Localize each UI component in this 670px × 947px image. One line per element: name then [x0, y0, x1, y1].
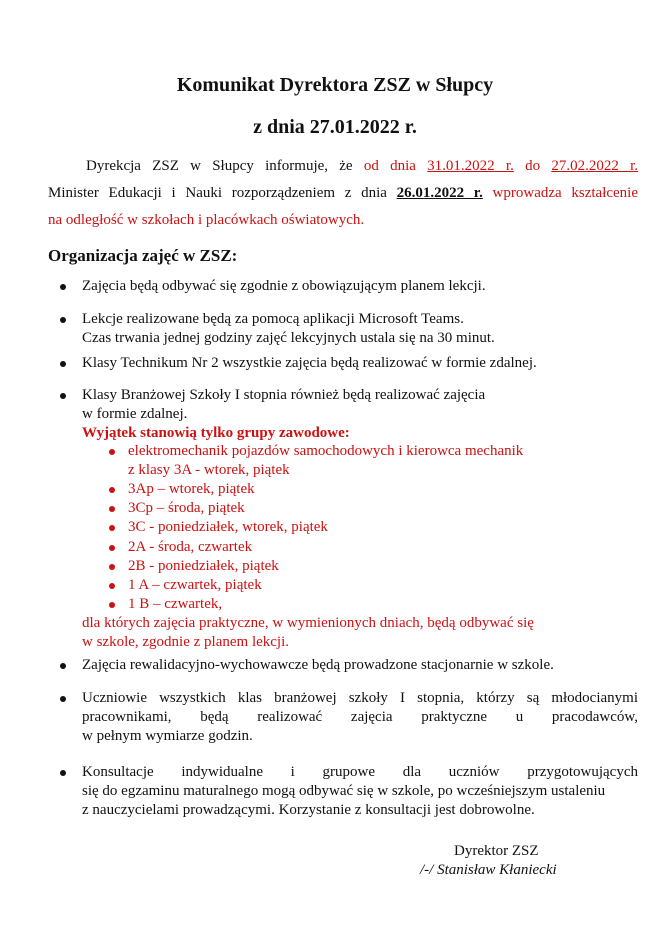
bullet-dot [60, 284, 66, 290]
bullet-line: Uczniowie wszystkich klas branżowej szkoły I stopnia, którzy są młodocianymi [82, 690, 638, 706]
bullet-item-teams [82, 310, 638, 348]
bullet-dot [60, 663, 66, 669]
exception-title: Wyjątek stanowią tylko grupy zawodowe: [82, 425, 350, 441]
red-bullet-dot [109, 545, 115, 551]
document-title: Komunikat Dyrektora ZSZ w Słupcy [176, 74, 494, 96]
group-item: 1 B – czwartek, [128, 596, 223, 612]
bullet-dot [60, 393, 66, 399]
bullet-dot [60, 317, 66, 323]
group-item: elektromechanik pojazdów samochodowych i kierowca mechanik [128, 443, 524, 459]
red-bullet-dot [109, 564, 115, 570]
bullet-line: pracownikami, będą realizować zajęcia praktyczne u pracodawców, [82, 709, 638, 725]
bullet-item-schedule: Zajęcia będą odbywać się zgodnie z obowiązującym planem lekcji. [82, 278, 486, 294]
intro-line-3: na odległość w szkołach i placówkach oświatowych. [48, 212, 365, 228]
signature-name: /-/ Stanisław Kłaniecki [420, 862, 557, 878]
intro-line-2: Minister Edukacji i Nauki rozporządzeniem z dnia 26.01.2022 r. wprowadza kształcenie [48, 185, 638, 201]
exception-note [82, 614, 534, 652]
bullet-line: w pełnym wymiarze godzin. [82, 728, 253, 744]
bullet-item-rewalidacja: Zajęcia rewalidacyjno-wychowawcze będą prowadzone stacjonarnie w szkole. [82, 657, 554, 673]
bullet-dot [60, 361, 66, 367]
red-bullet-dot [109, 602, 115, 608]
bullet-line: z nauczycielami prowadzącymi. Korzystanie z konsultacji jest dobrowolne. [82, 802, 535, 818]
bullet-line: Konsultacje indywidualne i grupowe dla uczniów przygotowujących [82, 764, 638, 780]
exception-note-line: dla których zajęcia praktyczne, w wymienionych dniach, będą odbywać się [82, 615, 534, 631]
group-item: 3Ap – wtorek, piątek [128, 481, 255, 497]
bullet-line: Czas trwania jednej godziny zajęć lekcyjnych ustala się na 30 minut. [82, 330, 495, 346]
group-item: 2B - poniedziałek, piątek [128, 558, 279, 574]
red-bullet-dot [109, 506, 115, 512]
red-bullet-dot [109, 583, 115, 589]
group-item: 3C - poniedziałek, wtorek, piątek [128, 519, 328, 535]
bullet-item-technikum: Klasy Technikum Nr 2 wszystkie zajęcia będą realizować w formie zdalnej. [82, 355, 537, 371]
bullet-line: Lekcje realizowane będą za pomocą aplikacji Microsoft Teams. [82, 311, 464, 327]
bullet-item-konsultacje [82, 763, 638, 820]
bullet-item-branzowa [82, 386, 638, 424]
bullet-dot [60, 770, 66, 776]
group-item-continuation: z klasy 3A - wtorek, piątek [128, 462, 290, 478]
red-bullet-dot [109, 449, 115, 455]
intro-line-1: Dyrekcja ZSZ w Słupcy informuje, że od dnia 31.01.2022 r. do 27.02.2022 r. [86, 158, 639, 174]
bullet-dot [60, 696, 66, 702]
group-item: 3Cp – środa, piątek [128, 500, 245, 516]
document-date: z dnia 27.01.2022 r. [253, 116, 417, 138]
red-bullet-dot [109, 525, 115, 531]
group-item: 1 A – czwartek, piątek [128, 577, 262, 593]
bullet-line: się do egzaminu maturalnego mogą odbywać się w szkole, po wcześniejszym ustaleniu [82, 783, 606, 799]
bullet-line: Klasy Branżowej Szkoły I stopnia również będą realizować zajęcia [82, 387, 486, 403]
red-bullet-dot [109, 487, 115, 493]
group-item: 2A - środa, czwartek [128, 539, 253, 555]
signature-role: Dyrektor ZSZ [454, 843, 539, 859]
bullet-item-mlodociani [82, 689, 638, 746]
bullet-line: w formie zdalnej. [82, 406, 188, 422]
section-heading: Organizacja zajęć w ZSZ: [48, 246, 238, 265]
exception-note-line: w szkole, zgodnie z planem lekcji. [82, 634, 290, 650]
